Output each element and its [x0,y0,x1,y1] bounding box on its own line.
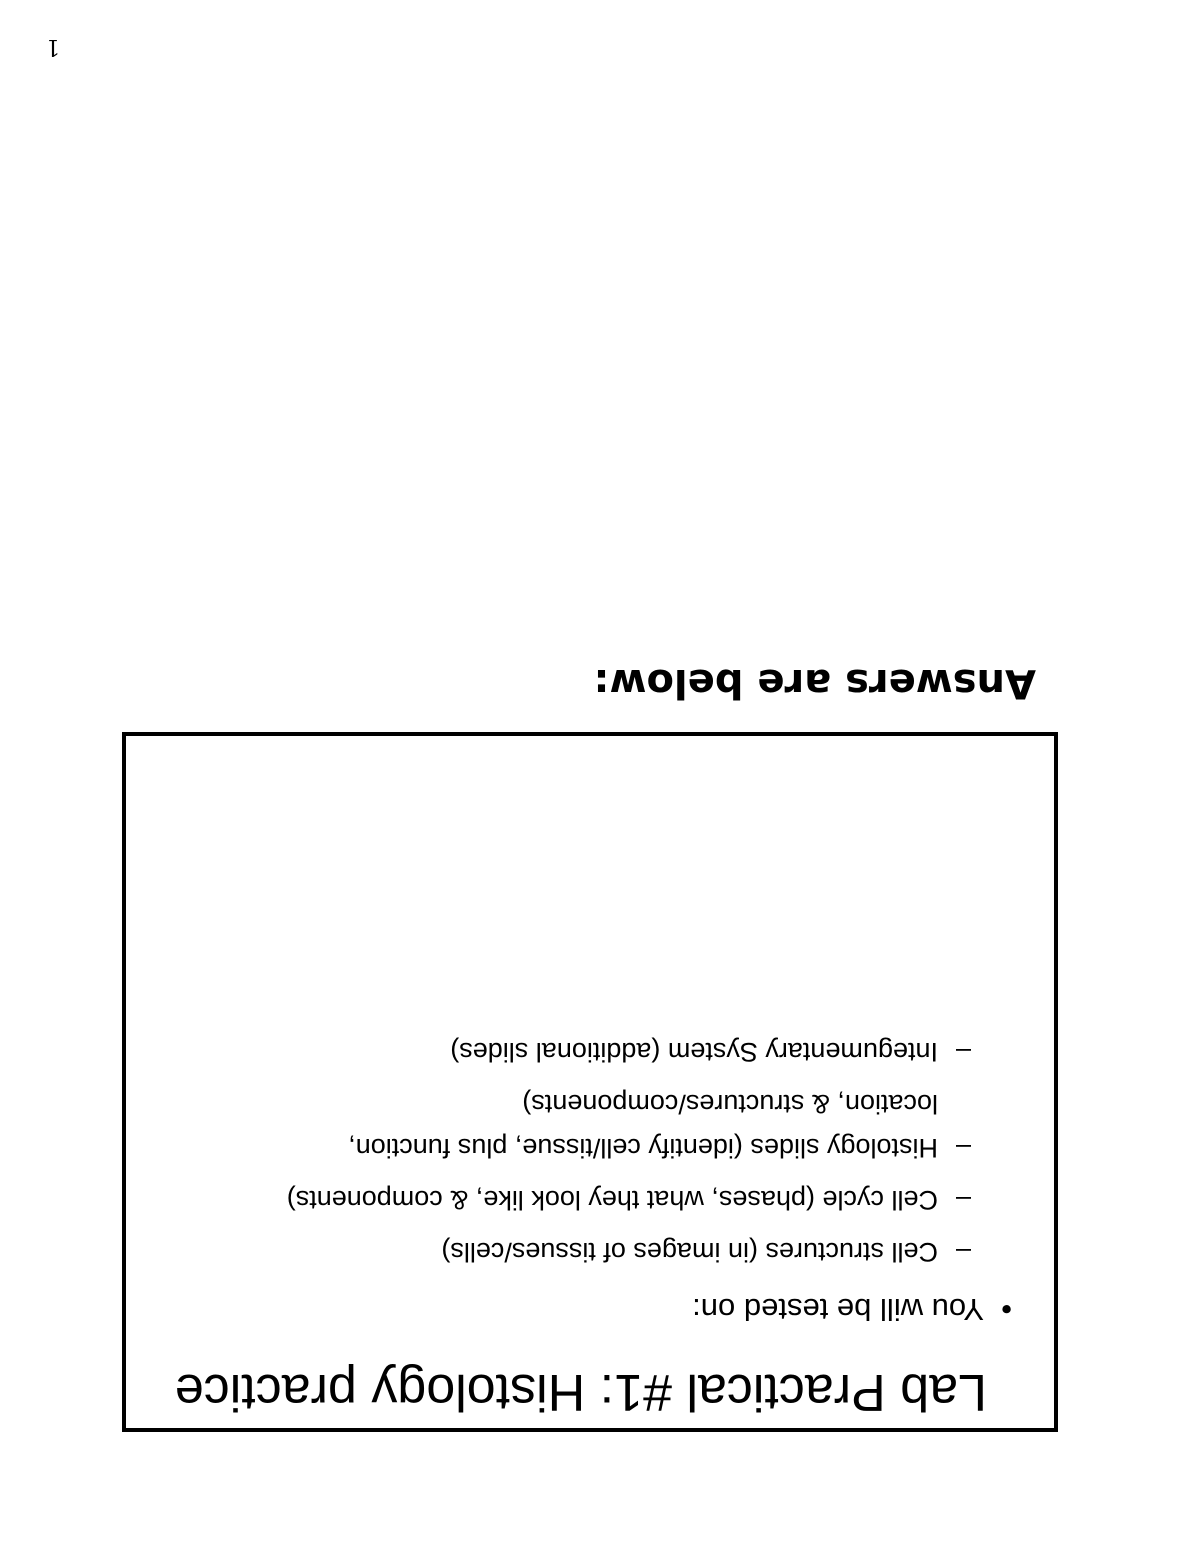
page-number: 1 [46,34,60,59]
list-item-text: Histology slides (identify cell/tissue, plus function, location, & structures/components) [348,1089,938,1163]
list-item-text: Integumentary System (additional slides) [450,1037,938,1067]
dash-icon: – [955,1185,971,1215]
list-item [251,1030,971,1074]
bullet-text: You will be tested on: [692,1292,984,1327]
list-item-text: Cell cycle (phases, what they look like, & components) [286,1185,938,1215]
sub-bullet-list [251,1022,971,1274]
list-item [251,1178,971,1222]
list-item [251,1082,971,1170]
slide-frame [122,732,1058,1432]
dash-icon: – [955,1037,971,1067]
list-item [251,1230,971,1274]
bullet-point [692,1291,1012,1328]
dash-icon: – [955,1133,971,1163]
dash-icon: – [955,1237,971,1267]
slide-title: Lab Practical #1: Histology practice [174,1363,987,1421]
answers-note: Answers are below: [593,660,1036,706]
bullet-icon: • [1001,1292,1012,1327]
list-item-text: Cell structures (in images of tissues/cells) [441,1237,938,1267]
